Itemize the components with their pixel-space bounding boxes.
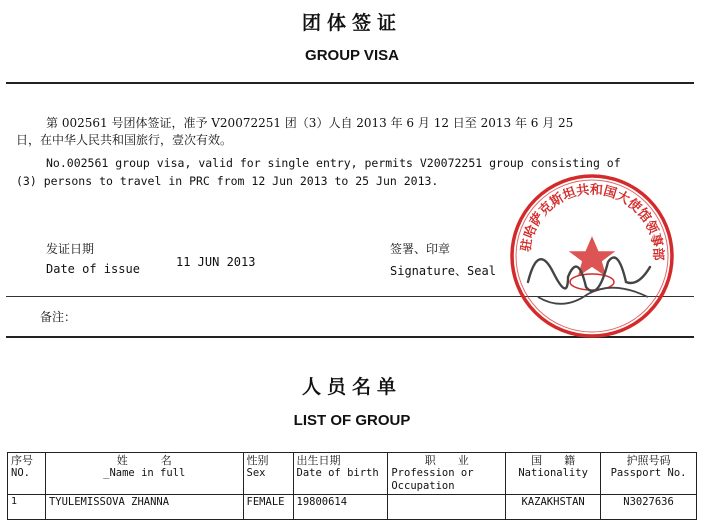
group-member-table [7,452,697,520]
signature-label-en: Signature、Seal [390,264,496,278]
cell-nationality: KAZAKHSTAN [506,495,601,520]
remarks-label: 备注： [40,310,77,324]
col-header-nationality: 国 籍 Nationality [506,453,601,495]
col-header-dob: 出生日期 Date of birth [293,453,388,495]
table-row [8,495,697,520]
col-header-name: 姓 名 _Name in full [45,453,243,495]
col-header-passport: 护照号码 Passport No. [601,453,697,495]
signature-label-cn: 签署、印章 [390,242,451,256]
cell-name: TYULEMISSOVA ZHANNA [45,495,243,520]
list-title-cn: 人员名单 [301,376,402,398]
cell-dob: 19800614 [293,495,388,520]
issue-date-label-cn: 发证日期 [46,242,95,256]
table-header-row [8,453,697,495]
col-header-no: 序号 NO. [8,453,46,495]
issue-date-label-en: Date of issue [46,262,140,276]
issue-date-value: 11 JUN 2013 [176,255,256,269]
cell-no: 1 [8,495,46,520]
document-title-cn: 团体签证 [301,12,402,34]
document-title-en: GROUP VISA [305,47,399,64]
list-title-en: LIST OF GROUP [293,412,411,429]
cell-sex: FEMALE [243,495,293,520]
col-header-sex: 性别 Sex [243,453,293,495]
seal-text: 驻哈萨克斯坦共和国大使馆领事部 [518,182,666,261]
visa-text-cn-line1: 第 002561 号团体签证，准予 V20072251 团（3）人自 2013 年 6 月 12 日至 2013 年 6 月 25 [46,116,574,130]
col-header-occupation: 职 业 Profession or Occupation [388,453,506,495]
visa-text-en-line2: (3) persons to travel in PRC from 12 Jun 2013 to 25 Jun 2013. [16,174,439,188]
cell-occupation [388,495,506,520]
cell-passport: N3027636 [601,495,697,520]
visa-text-cn-line2: 日，在中华人民共和国旅行，壹次有效。 [16,133,233,147]
visa-text-en-line1: No.002561 group visa, valid for single entry, permits V20072251 group consisting of [46,156,621,170]
official-seal [508,172,676,340]
